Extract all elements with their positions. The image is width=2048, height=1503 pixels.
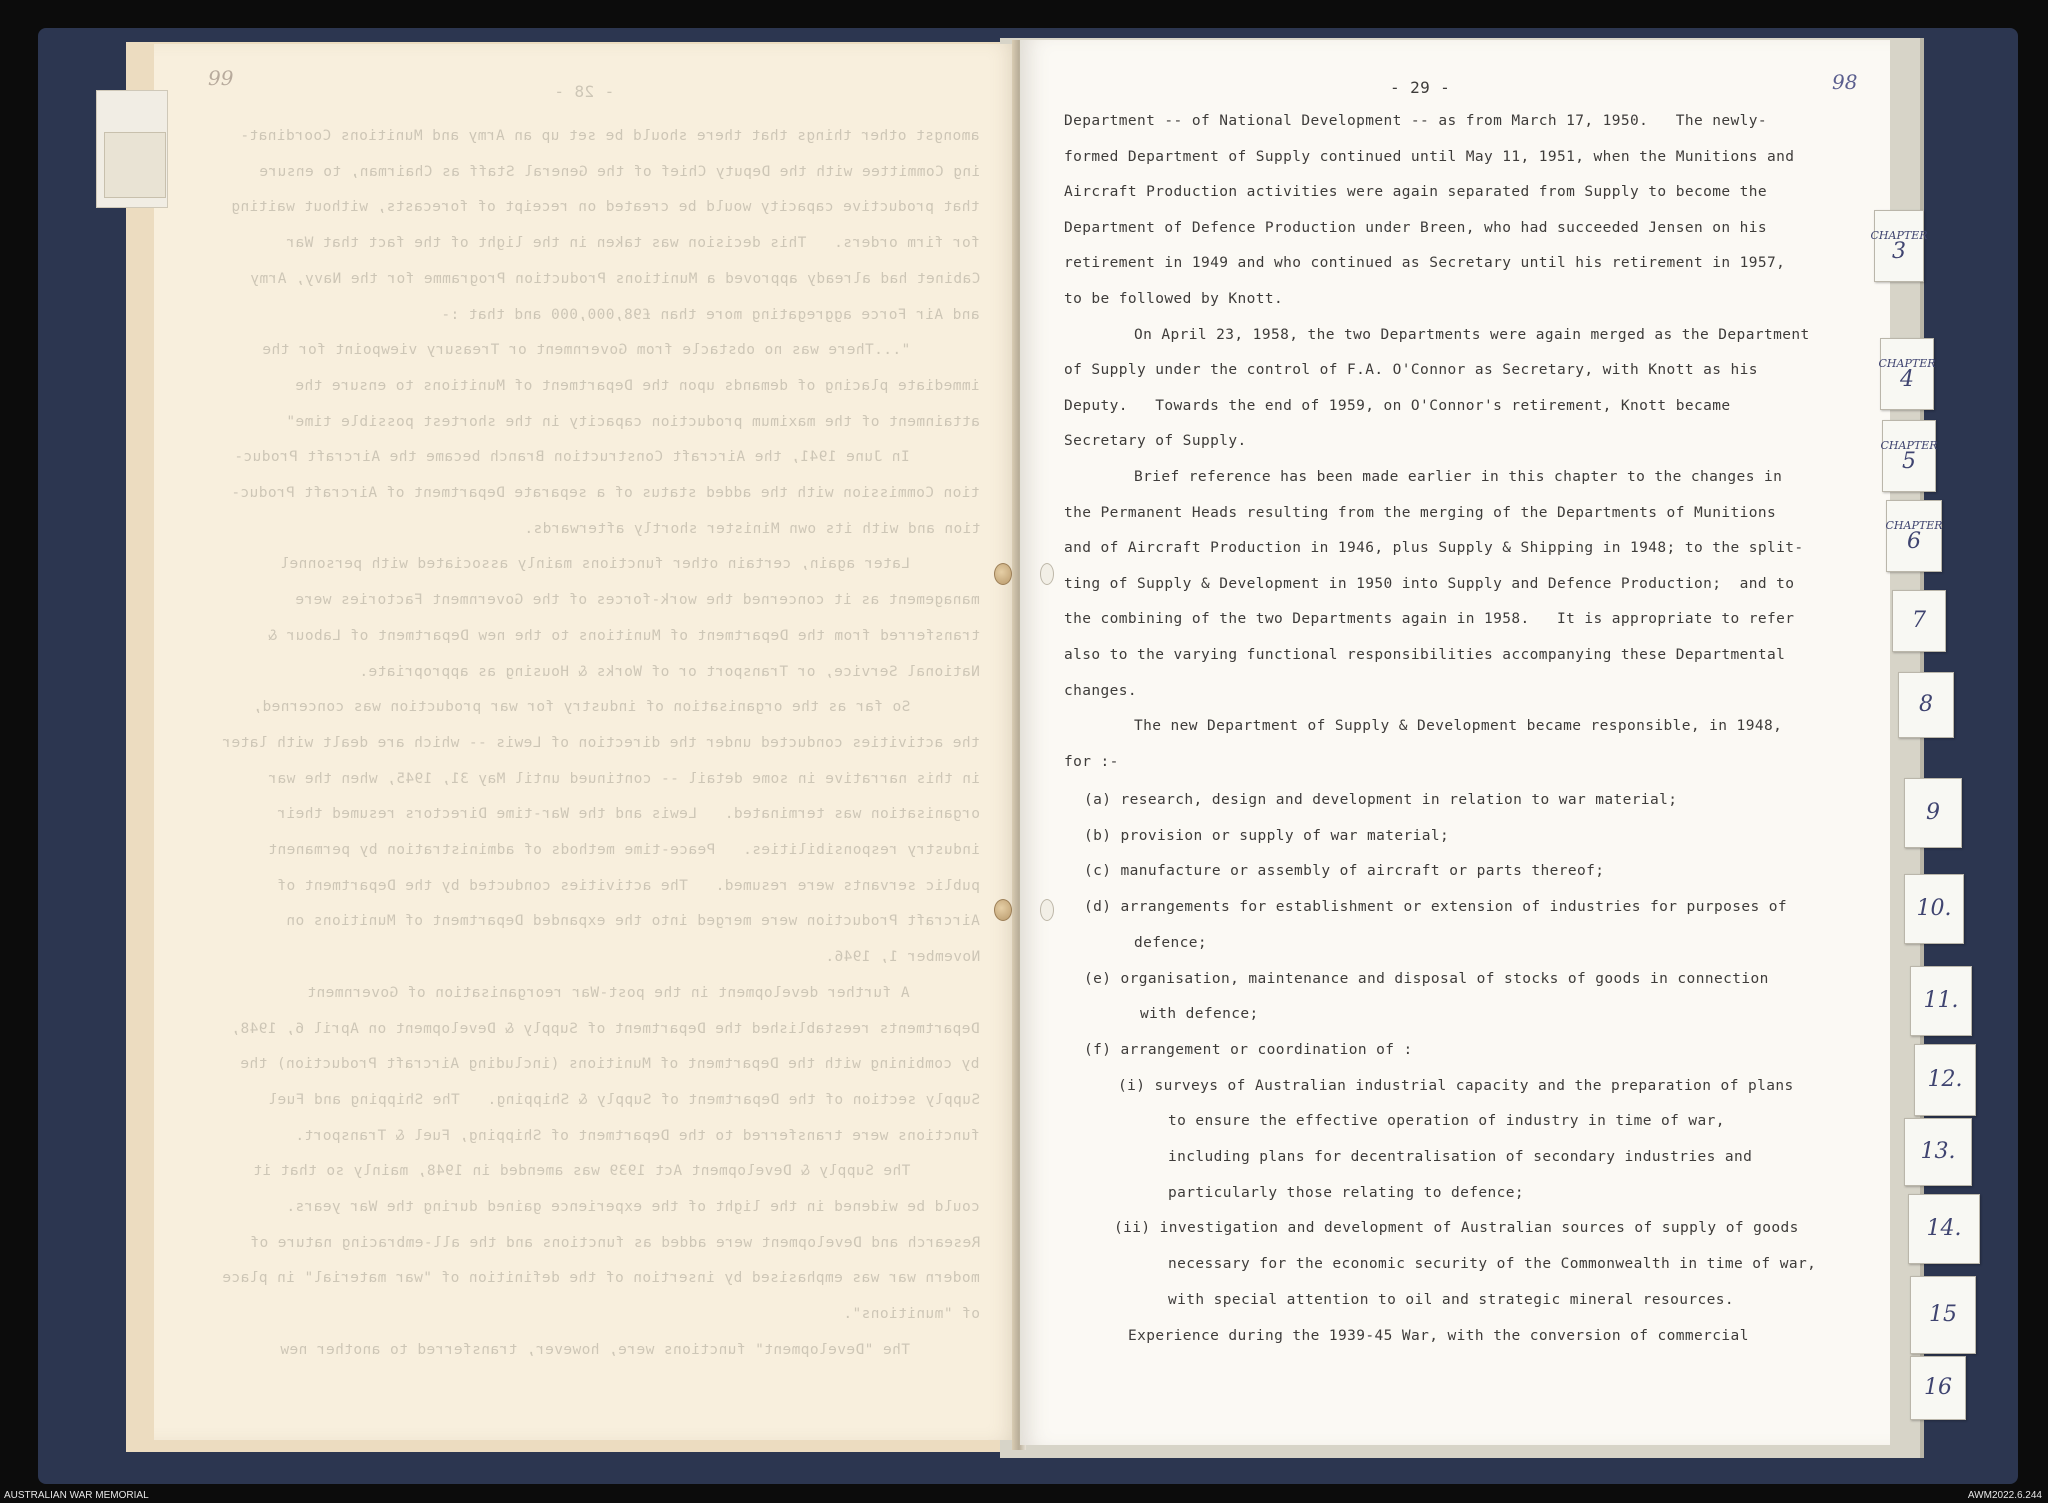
- chapter-tab-number: 6: [1907, 528, 1921, 554]
- chapter-tab-number: 10.: [1916, 896, 1952, 921]
- binding-hole-right-upper: [1040, 563, 1054, 585]
- right-page-line: also to the varying functional responsibilities accompanying these Departmental: [1064, 647, 1786, 663]
- right-page-line: changes.: [1064, 682, 1138, 699]
- left-page-line: In June 1941, the Aircraft Construction Branch became the Aircraft Produc-: [234, 449, 910, 466]
- list-item: (c) manufacture or assembly of aircraft or parts thereof;: [1084, 863, 1605, 880]
- left-page-line: Research and Development were added as functions and the all-embracing nature of: [249, 1234, 980, 1251]
- left-page-line: November 1, 1946.: [824, 949, 980, 966]
- right-page-line: retirement in 1949 and who continued as Secretary until his retirement in 1957,: [1064, 255, 1786, 272]
- chapter-tab-number: 7: [1912, 608, 1926, 633]
- right-page-line: ting of Supply & Development in 1950 into Supply and Defence Production; and to: [1064, 575, 1795, 592]
- chapter-tab-number: 15: [1929, 1302, 1957, 1327]
- left-page-line: for firm orders. This decision was taken in the light of the fact that War: [286, 235, 980, 252]
- chapter-tab-number: 11.: [1923, 988, 1959, 1013]
- chapter-tab[interactable]: [1892, 590, 1946, 652]
- chapter-tab[interactable]: [1882, 420, 1936, 492]
- left-page-line: ing Committee with the Deputy Chief of the General Staff as Chairman, to ensure: [258, 163, 980, 180]
- left-page-line: Supply section of the Department of Supply & Shipping. The Shipping and Fuel: [267, 1091, 980, 1108]
- left-page-line: transferred from the Department of Munitions to the new Department of Labour &: [267, 627, 980, 644]
- chapter-tab-number: 5: [1902, 448, 1916, 474]
- right-page-handwritten-number: 98: [1832, 70, 1858, 94]
- chapter-tab-number: 8: [1919, 692, 1933, 717]
- left-page-line: The "Development" functions were, however, transferred to another new: [280, 1341, 910, 1358]
- left-page-line: industry responsibilities. Peace-time methods of administration by permanent: [267, 842, 980, 858]
- list-item: (d) arrangements for establishment or extension of industries for purposes of: [1084, 899, 1787, 916]
- left-page-line: tion Commission with the added status of a separate Department of Aircraft Produc-: [231, 485, 980, 501]
- left-page-line: functions were transferred to the Department of Shipping, Fuel & Transport.: [295, 1127, 980, 1144]
- chapter-tab-number: 14.: [1926, 1216, 1962, 1241]
- left-page-line: Later again, certain other functions mainly associated with personnel: [280, 556, 910, 573]
- footer-catalogue-number: AWM2022.6.244: [1967, 1490, 2042, 1501]
- right-page-line: Department of Defence Production under Breen, who had succeeded Jensen on his: [1064, 219, 1767, 236]
- list-item: with special attention to oil and strategic mineral resources.: [1168, 1291, 1735, 1308]
- left-page-line: So far as the organisation of industry for war production was concerned,: [252, 699, 910, 716]
- chapter-tab[interactable]: [1904, 1118, 1972, 1186]
- right-page-number: - 29 -: [1390, 78, 1451, 97]
- right-page-line: for :-: [1064, 753, 1119, 770]
- chapter-tab[interactable]: [1910, 1276, 1976, 1354]
- right-page-line: formed Department of Supply continued until May 11, 1951, when the Munitions and: [1064, 148, 1795, 165]
- chapter-tab-label: CHAPTER: [1880, 438, 1938, 452]
- left-page-line: The Supply & Development Act 1939 was amended in 1948, mainly so that it: [252, 1163, 910, 1180]
- list-item: with defence;: [1140, 1006, 1259, 1023]
- list-item: to ensure the effective operation of industry in time of war,: [1168, 1113, 1725, 1130]
- left-page-line: attainment of the maximum production capacity in the shortest possible time": [286, 413, 980, 430]
- left-page: [154, 44, 1020, 1440]
- binding-hole-right-lower: [1040, 899, 1054, 921]
- footer-credit: AUSTRALIAN WAR MEMORIAL: [4, 1490, 149, 1501]
- right-page-line: Aircraft Production activities were again separated from Supply to become the: [1064, 184, 1767, 201]
- left-page-line: A further development in the post-War reorganisation of Government: [307, 984, 910, 1001]
- binding-hole-lower: [994, 899, 1012, 921]
- chapter-tab-label: CHAPTER: [1870, 228, 1928, 242]
- chapter-tab-label: CHAPTER: [1885, 518, 1943, 532]
- binding-hole-upper: [994, 563, 1012, 585]
- list-item: (e) organisation, maintenance and disposal of stocks of goods in connection: [1084, 970, 1769, 987]
- left-page-line: Cabinet had already approved a Munitions Production Programme for the Navy, Army: [249, 270, 980, 287]
- left-page-line: tion and with its own Minister shortly afterwards.: [523, 520, 980, 537]
- chapter-tab-label: CHAPTER: [1878, 356, 1936, 370]
- left-page-line: and Air Force aggregating more than £98,000,000 and that :-: [441, 306, 980, 323]
- right-page-line: Department -- of National Development -- as from March 17, 1950. The newly-: [1064, 113, 1767, 129]
- list-item: (b) provision or supply of war material;: [1084, 827, 1450, 844]
- left-page-line: management as it concerned the work-forces of the Government Factories were: [295, 592, 980, 609]
- chapter-tab[interactable]: [1886, 500, 1942, 572]
- left-page-line: could be widened in the light of the experience gained during the War years.: [286, 1199, 980, 1215]
- right-page-line: Brief reference has been made earlier in this chapter to the changes in: [1134, 469, 1783, 485]
- left-page-line: Aircraft Production were merged into the expanded Department of Munitions on: [286, 913, 980, 930]
- left-page-handwritten-number: 99: [208, 66, 234, 90]
- list-item: (ii) investigation and development of Australian sources of supply of goods: [1114, 1220, 1799, 1237]
- chapter-tab-number: 16: [1924, 1375, 1952, 1400]
- left-page-line: organisation was terminated. Lewis and the War-time Directors resumed their: [277, 806, 980, 823]
- list-item: Experience during the 1939-45 War, with the conversion of commercial: [1128, 1327, 1749, 1344]
- chapter-tab[interactable]: [1904, 778, 1962, 848]
- right-page-line: the combining of the two Departments again in 1958. It is appropriate to refer: [1064, 611, 1795, 628]
- chapter-tab[interactable]: [1910, 966, 1972, 1036]
- left-page-line: the activities conducted under the direction of Lewis -- which are dealt with later: [222, 734, 980, 751]
- right-page-line: The new Department of Supply & Development became responsible, in 1948,: [1134, 718, 1783, 735]
- list-item: (a) research, design and development in relation to war material;: [1084, 792, 1678, 808]
- chapter-tab[interactable]: [1908, 1194, 1980, 1264]
- chapter-tab-number: 3: [1892, 238, 1906, 264]
- left-page-line: National Service, or Transport or of Works & Housing as appropriate.: [359, 663, 980, 680]
- chapter-tab[interactable]: [1904, 874, 1964, 944]
- right-page-line: of Supply under the control of F.A. O'Connor as Secretary, with Knott as his: [1064, 362, 1758, 379]
- chapter-tab-number: 13.: [1920, 1139, 1956, 1164]
- chapter-tab[interactable]: [1898, 672, 1954, 738]
- right-page-line: to be followed by Knott.: [1064, 291, 1284, 307]
- left-page-line: in this narrative in some detail -- continued until May 31, 1945, when the war: [267, 770, 980, 787]
- list-item: particularly those relating to defence;: [1168, 1184, 1525, 1201]
- left-page-line: Departments reestablished the Department of Supply & Development on April 6, 1948,: [231, 1020, 980, 1037]
- left-page-line: of "munitions".: [843, 1306, 980, 1323]
- right-page-line: Secretary of Supply.: [1064, 433, 1247, 450]
- list-item: including plans for decentralisation of secondary industries and: [1168, 1149, 1753, 1165]
- chapter-tab[interactable]: [1914, 1044, 1976, 1116]
- chapter-tab[interactable]: [1870, 210, 1928, 282]
- chapter-tab-number: 9: [1926, 800, 1940, 825]
- left-page-line: modern war was emphasised by insertion of the definition of "war material" in place: [222, 1270, 980, 1287]
- list-item: (i) surveys of Australian industrial capacity and the preparation of plans: [1118, 1077, 1794, 1094]
- right-page-line: Deputy. Towards the end of 1959, on O'Connor's retirement, Knott became: [1064, 397, 1731, 414]
- right-page: [1020, 40, 1890, 1445]
- left-page-line: that productive capacity would be created on receipt of forecasts, without waiting: [231, 199, 980, 216]
- right-page-line: On April 23, 1958, the two Departments were again merged as the Department: [1134, 326, 1810, 343]
- chapter-tab-number: 12.: [1927, 1067, 1963, 1092]
- left-page-line: by combining with the Department of Munitions (including Aircraft Production) the: [240, 1056, 980, 1073]
- chapter-tab[interactable]: [1880, 338, 1934, 410]
- list-item: defence;: [1134, 934, 1208, 951]
- chapter-tab[interactable]: [1910, 1356, 1966, 1420]
- left-page-line: amongst other things that there should be set up an Army and Munitions Coordinat-: [240, 128, 980, 144]
- right-page-line: and of Aircraft Production in 1946, plus Supply & Shipping in 1948; to the split-: [1064, 540, 1804, 557]
- left-page-line: public servants were resumed. The activities conducted by the Department of: [277, 877, 980, 894]
- list-item: (f) arrangement or coordination of :: [1084, 1041, 1413, 1058]
- chapter-tab-number: 4: [1900, 366, 1914, 392]
- right-page-line: the Permanent Heads resulting from the merging of the Departments of Munitions: [1064, 504, 1777, 521]
- left-sticky-tab-inner: [104, 132, 166, 198]
- list-item: necessary for the economic security of the Commonwealth in time of war,: [1168, 1256, 1817, 1273]
- left-page-number: - 28 -: [554, 82, 615, 101]
- left-page-line: immediate placing of demands upon the Department of Munitions to ensure the: [295, 377, 980, 394]
- left-page-line: "...There was no obstacle from Government or Treasury viewpoint for the: [261, 342, 910, 359]
